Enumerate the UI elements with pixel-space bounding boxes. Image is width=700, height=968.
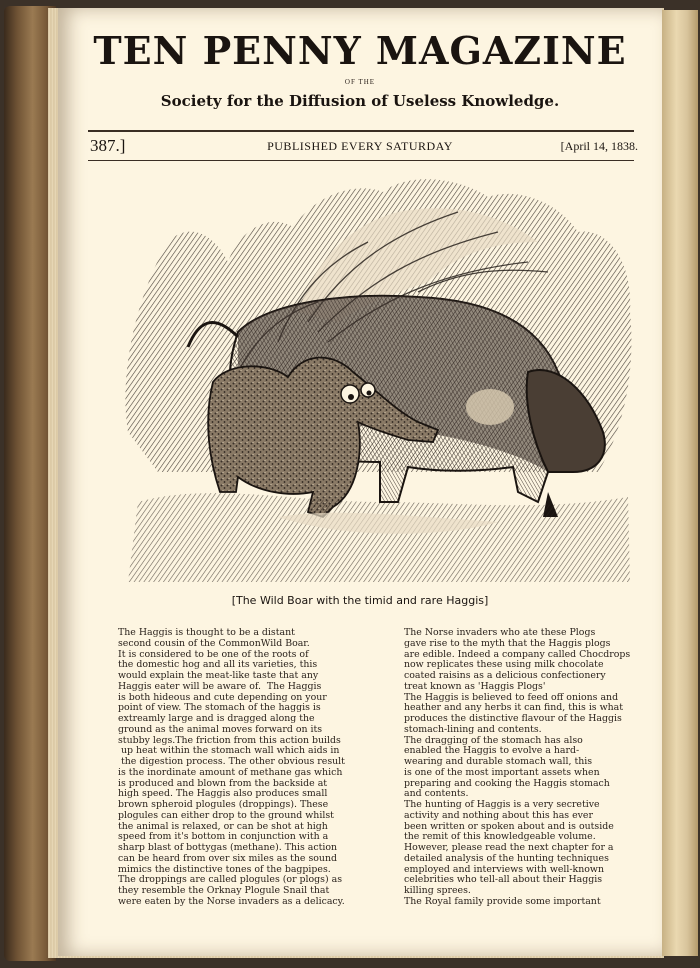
page-edge <box>662 10 698 956</box>
article-line: they resemble the Orknay Plogule Snail that <box>118 885 330 896</box>
article-line: would explain the meat-like taste that any <box>118 670 319 681</box>
article-line: Haggis eater will be aware of. The Haggis <box>118 680 322 692</box>
article-line: were eaten by the Norse invaders as a delicacy. <box>118 895 345 907</box>
article-line: up heat within the stomach wall which aids in <box>118 745 340 757</box>
article-line: is both hideous and cute depending on your <box>118 691 327 703</box>
article-line: high speed. The Haggis also produces small <box>118 788 328 800</box>
article-line: treat known as 'Haggis Plogs' <box>404 680 546 692</box>
boar-haggis-engraving <box>118 172 638 582</box>
article-line: The Norse invaders who ate these Plogs <box>404 627 596 638</box>
article-line: detailed analysis of the hunting techniques <box>404 852 609 864</box>
article-line: speed from it's bottom in conjunction with a <box>118 831 329 843</box>
article-line: The dragging of the stomach has also <box>404 734 583 746</box>
masthead-rule-top <box>88 130 634 132</box>
article-line: employed and interviews with well-known <box>404 863 604 875</box>
society-name: Society for the Diffusion of Useless Knowledge. <box>160 92 560 110</box>
article-line: heather and any herbs it can find, this is what <box>404 702 624 714</box>
article-line: celebrities who tell-all about their Haggis <box>404 874 603 886</box>
article-line: extreamly large and is dragged along the <box>118 713 315 724</box>
article-line: now replicates these using milk chocolate <box>404 659 604 671</box>
article-line: brown spheroid plogules (droppings). These <box>118 799 329 810</box>
article-line: ground as the animal moves forward on its <box>118 723 323 735</box>
article-line: preparing and cooking the Haggis stomach <box>404 777 610 789</box>
article-line: the remit of this knowledgeable volume. <box>404 831 596 843</box>
article-line: killing sprees. <box>404 885 471 896</box>
article-line: However, please read the next chapter for a <box>404 842 614 853</box>
article-line: The droppings are called plogules (or plogs) as <box>118 874 343 886</box>
article-line: sharp blast of bottygas (methane). This action <box>118 842 338 853</box>
article-line: The hunting of Haggis is a very secretive <box>404 799 600 810</box>
article-line: the domestic hog and all its varieties, this <box>118 659 318 671</box>
article-line: The Haggis is thought to be a distant <box>118 627 295 638</box>
article-line: point of view. The stomach of the haggis is <box>118 702 321 714</box>
issue-date: [April 14, 1838. <box>560 139 638 153</box>
article-line: been written or spoken about and is outside <box>404 820 614 832</box>
article-line: enabled the Haggis to evolve a hard- <box>404 745 580 757</box>
article-line: activity and nothing about this has ever <box>404 809 593 821</box>
article-line: gave rise to the myth that the Haggis plogs <box>404 637 611 649</box>
illustration-caption: [The Wild Boar with the timid and rare Haggis] <box>231 594 489 607</box>
article-line: The Haggis is believed to feed off onions and <box>404 691 619 703</box>
article-line: second cousin of the CommonWild Boar. <box>118 637 310 649</box>
article-line: stomach-lining and contents. <box>404 723 542 735</box>
article-line: It is considered to be one of the roots of <box>118 648 309 660</box>
publication-frequency: PUBLISHED EVERY SATURDAY <box>267 139 453 153</box>
article-line: plogules can either drop to the ground whilst <box>118 809 334 821</box>
article-line: the animal is relaxed, or can be shot at high <box>118 820 328 832</box>
masthead-of-the: OF THE <box>344 78 376 86</box>
article-line: and contents. <box>404 788 469 800</box>
article-line: produces the distinctive flavour of the Haggis <box>404 713 622 724</box>
article-line: mimics the distinctive tones of the bagpipes. <box>118 863 331 875</box>
article-column-left <box>118 628 366 908</box>
article-line: coated raisins as a delicious confectionery <box>404 670 606 681</box>
issue-number: 387.] <box>90 136 126 155</box>
article-line: stubby legs.The friction from this action builds <box>118 734 341 746</box>
masthead-rule-bottom <box>88 160 634 161</box>
article-line: wearing and durable stomach wall, this <box>404 756 593 767</box>
magazine-title: TEN PENNY MAGAZINE <box>93 28 627 73</box>
article-line: is one of the most important assets when <box>404 766 600 778</box>
article-line: can be heard from over six miles as the sound <box>118 852 337 864</box>
article-line: The Royal family provide some important <box>404 895 601 907</box>
article-line: is produced and blown from the backside at <box>118 777 328 789</box>
article-line: are edible. Indeed a company called Chocdrops <box>404 648 631 660</box>
article-line: the digestion process. The other obvious result <box>118 756 345 767</box>
article-column-right <box>404 628 654 908</box>
article-line: is the inordinate amount of methane gas which <box>118 766 343 778</box>
